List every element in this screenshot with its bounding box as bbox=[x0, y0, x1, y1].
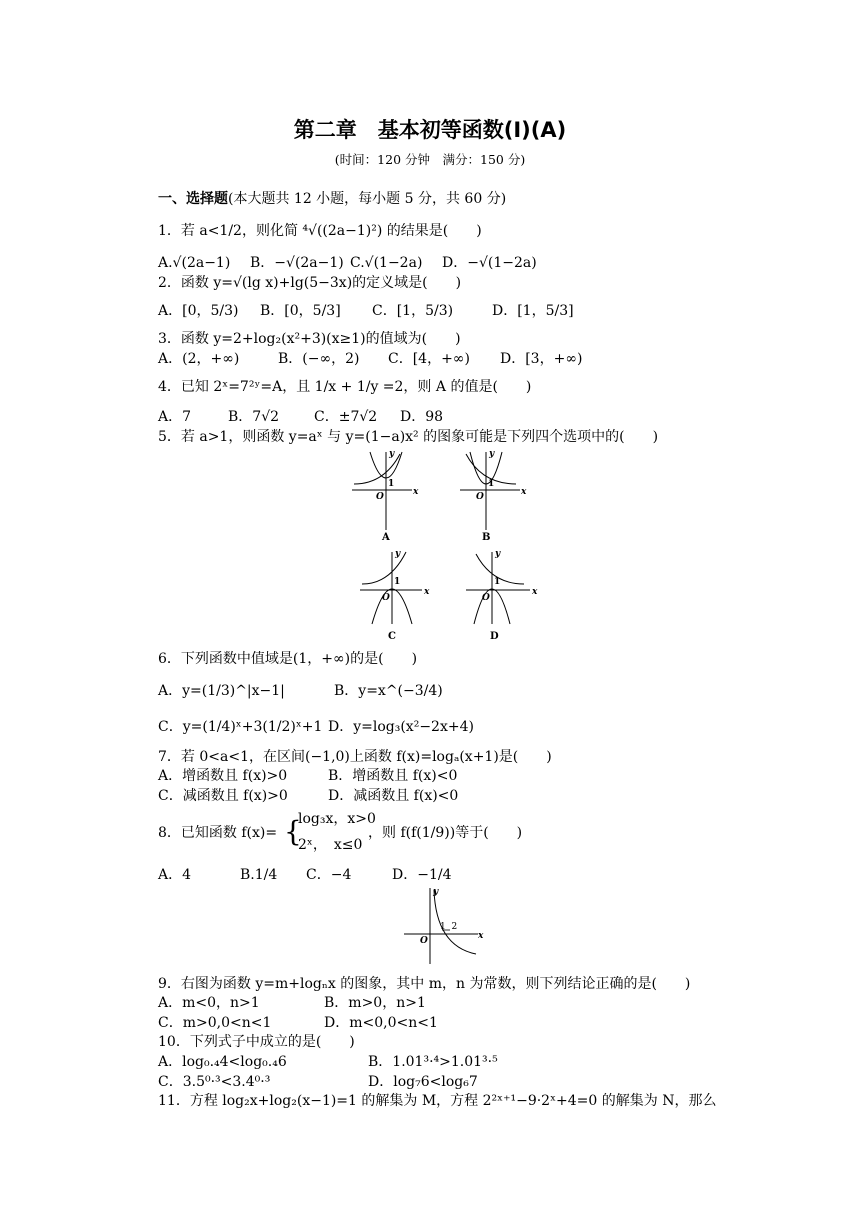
q10-stem: 10．下列式子中成立的是( ) bbox=[158, 1034, 355, 1050]
q1-stem: 1．若 a<1/2，则化简 ⁴√((2a−1)²) 的结果是( ) bbox=[158, 223, 482, 239]
q9-graph bbox=[400, 884, 490, 974]
q8-option-c: C．−4 bbox=[306, 867, 352, 883]
q8-brace: { bbox=[284, 815, 302, 848]
q3-option-b: B．(−∞，2) bbox=[278, 351, 360, 367]
q4-option-b: B．7√2 bbox=[228, 409, 280, 425]
q9-stem: 9．右图为函数 y=m+logₙx 的图象，其中 m，n 为常数，则下列结论正确的是( ) bbox=[158, 976, 691, 992]
graph-a-y-label: y bbox=[389, 449, 395, 459]
q4-option-d: D．98 bbox=[400, 409, 444, 425]
q6-option-b: B．y=x^(−3/4) bbox=[334, 683, 443, 699]
q9-option-b: B．m>0，n>1 bbox=[324, 995, 426, 1011]
graph-b-one: 1 bbox=[488, 479, 495, 489]
q6-stem: 6．下列函数中值域是(1，+∞)的是( ) bbox=[158, 651, 418, 667]
q3-option-d: D．[3，+∞) bbox=[500, 351, 583, 367]
q2-stem: 2．函数 y=√(lg x)+lg(5−3x)的定义域是( ) bbox=[158, 275, 462, 291]
graph-c-x-label: x bbox=[424, 587, 430, 597]
q1-option-a: A.√(2a−1) bbox=[158, 255, 231, 271]
q7-options-row2 bbox=[158, 787, 458, 805]
q9-origin: O bbox=[420, 936, 428, 946]
q7-option-b: B．增函数且 f(x)<0 bbox=[328, 768, 458, 784]
q3-option-c: C．[4，+∞) bbox=[388, 351, 470, 367]
q4-option-a: A．7 bbox=[158, 409, 192, 425]
graph-a-origin: O bbox=[376, 492, 384, 502]
graph-b-caption: B bbox=[482, 532, 491, 543]
q10-options-row1 bbox=[158, 1053, 498, 1071]
q8-options bbox=[158, 866, 452, 884]
q5-option-graphs bbox=[340, 444, 550, 646]
q6-option-c: C．y=(1/4)ˣ+3(1/2)ˣ+1 bbox=[158, 719, 323, 735]
q10-options-row2 bbox=[158, 1073, 478, 1091]
q4-option-c: C．±7√2 bbox=[314, 409, 378, 425]
q8-case-1: log₃x，x>0 bbox=[298, 811, 376, 827]
q7-option-a: A．增函数且 f(x)>0 bbox=[158, 768, 288, 784]
q4-options bbox=[158, 408, 443, 426]
q6-option-a: A．y=(1/3)^|x−1| bbox=[158, 683, 285, 699]
q7-option-d: D．减函数且 f(x)<0 bbox=[328, 788, 459, 804]
q1-option-d: D．−√(1−2a) bbox=[442, 255, 537, 271]
q9-options-row1 bbox=[158, 994, 426, 1012]
q3-stem: 3．函数 y=2+log₂(x²+3)(x≥1)的值域为( ) bbox=[158, 331, 461, 347]
q6-options-row1 bbox=[158, 682, 443, 700]
section-header bbox=[158, 190, 506, 208]
q6-option-d: D．y=log₃(x²−2x+4) bbox=[328, 719, 474, 735]
graph-c-one: 1 bbox=[394, 577, 401, 587]
q3-option-a: A．(2，+∞) bbox=[158, 351, 240, 367]
section-note: (本大题共 12 小题，每小题 5 分，共 60 分) bbox=[228, 191, 507, 207]
q8-option-d: D．−1/4 bbox=[392, 867, 452, 883]
graph-b-origin: O bbox=[476, 492, 484, 502]
graph-a-x-label: x bbox=[413, 487, 419, 497]
q2-option-d: D．[1，5/3] bbox=[492, 303, 574, 319]
q2-options bbox=[158, 302, 574, 320]
graph-c-y-label: y bbox=[395, 549, 401, 559]
q1-option-c: C.√(1−2a) bbox=[350, 255, 423, 271]
q1-options bbox=[158, 254, 537, 272]
q10-option-b: B．1.01³·⁴>1.01³·⁵ bbox=[368, 1054, 498, 1070]
q2-option-a: A．[0，5/3) bbox=[158, 303, 239, 319]
q8-stem-pre: 8．已知函数 f(x)= bbox=[158, 825, 278, 841]
q4-stem: 4．已知 2ˣ=7²ʸ=A，且 1/x + 1/y =2，则 A 的值是( ) bbox=[158, 379, 532, 395]
graph-d-caption: D bbox=[490, 631, 499, 642]
q7-stem: 7．若 0<a<1，在区间(−1,0)上函数 f(x)=logₐ(x+1)是( ) bbox=[158, 749, 552, 765]
graph-c-caption: C bbox=[388, 631, 396, 642]
graph-d-one: 1 bbox=[494, 577, 501, 587]
q11-stem: 11．方程 log₂x+log₂(x−1)=1 的解集为 M，方程 2²ˣ⁺¹−9·2ˣ+4=0 的解集为 N，那么 bbox=[158, 1093, 717, 1109]
graph-b-x-label: x bbox=[521, 487, 527, 497]
q7-options-row1 bbox=[158, 767, 457, 785]
q10-option-a: A．log₀.₄4<log₀.₄6 bbox=[158, 1054, 287, 1070]
page-subtitle: (时间：120 分钟 满分：150 分) bbox=[334, 152, 526, 167]
graph-d-origin: O bbox=[482, 593, 490, 603]
q5-stem: 5．若 a>1，则函数 y=aˣ 与 y=(1−a)x² 的图象可能是下列四个选项中的( ) bbox=[158, 429, 659, 445]
q2-option-b: B．[0，5/3] bbox=[260, 303, 341, 319]
q7-option-c: C．减函数且 f(x)>0 bbox=[158, 788, 288, 804]
q9-options-row2 bbox=[158, 1014, 438, 1032]
q9-ticks: 1 2 bbox=[440, 922, 458, 932]
q6-options-row2 bbox=[158, 718, 474, 736]
q1-option-b: B．−√(2a−1) bbox=[250, 255, 344, 271]
section-label: 一、选择题 bbox=[158, 191, 228, 207]
q9-y-label: y bbox=[433, 887, 439, 897]
graph-b-y-label: y bbox=[489, 449, 495, 459]
q3-options bbox=[158, 350, 582, 368]
graph-c-origin: O bbox=[382, 593, 390, 603]
q9-option-c: C．m>0,0<n<1 bbox=[158, 1015, 272, 1031]
q8-option-b: B.1/4 bbox=[240, 867, 278, 883]
page-title: 第二章 基本初等函数(Ⅰ)(A) bbox=[293, 118, 567, 142]
q9-option-a: A．m<0，n>1 bbox=[158, 995, 260, 1011]
q8-case-2: 2ˣ， x≤0 bbox=[298, 837, 363, 853]
graph-d-x-label: x bbox=[532, 587, 538, 597]
q9-x-label: x bbox=[478, 931, 484, 941]
q10-option-c: C．3.5⁰·³<3.4⁰·³ bbox=[158, 1074, 271, 1090]
q9-option-d: D．m<0,0<n<1 bbox=[324, 1015, 438, 1031]
graph-d-y-label: y bbox=[495, 549, 501, 559]
q10-option-d: D．log₇6<log₆7 bbox=[368, 1074, 478, 1090]
graph-a-caption: A bbox=[382, 532, 390, 543]
q8-stem-post: ，则 f(f(1/9))等于( ) bbox=[368, 825, 523, 841]
q8-option-a: A．4 bbox=[158, 867, 192, 883]
q2-option-c: C．[1，5/3) bbox=[372, 303, 454, 319]
graph-a-one: 1 bbox=[388, 479, 395, 489]
